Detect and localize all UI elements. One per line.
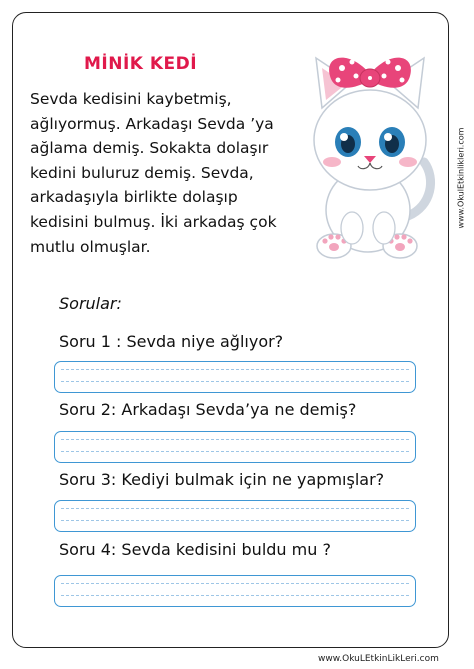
- story-line: kedini buluruz demiş. Sevda,: [30, 163, 254, 182]
- answer-box-2[interactable]: [54, 431, 416, 463]
- story-line: ağlama demiş. Sokakta dolaşır: [30, 139, 269, 158]
- answer-box-4[interactable]: [54, 575, 416, 607]
- story-line: ağlıyormuş. Arkadaşı Sevda ’ya: [30, 114, 274, 133]
- question-2: Soru 2: Arkadaşı Sevda’ya ne demiş?: [59, 400, 357, 419]
- side-watermark: www.OkulEtkinlikleri.com: [456, 127, 466, 229]
- question-1: Soru 1 : Sevda niye ağlıyor?: [59, 332, 284, 351]
- story-line: arkadaşıyla birlikte dolaşıp: [30, 188, 238, 207]
- question-3: Soru 3: Kediyi bulmak için ne yapmışlar?: [59, 470, 385, 489]
- footer-watermark: www.OkuLEtkinLikLeri.com: [318, 654, 439, 664]
- answer-box-1[interactable]: [54, 361, 416, 393]
- story-text: [30, 87, 310, 259]
- questions-heading: Sorular:: [59, 294, 122, 313]
- answer-box-3[interactable]: [54, 500, 416, 532]
- story-line: mutlu olmuşlar.: [30, 237, 151, 256]
- story-line: Sevda kedisini kaybetmiş,: [30, 90, 232, 108]
- story-title: MİNİK KEDİ: [84, 54, 198, 74]
- story-line: kedisini bulmuş. İki arkadaş çok: [30, 212, 277, 231]
- kitten-illustration: [300, 38, 440, 268]
- question-4: Soru 4: Sevda kedisini buldu mu ?: [59, 540, 331, 559]
